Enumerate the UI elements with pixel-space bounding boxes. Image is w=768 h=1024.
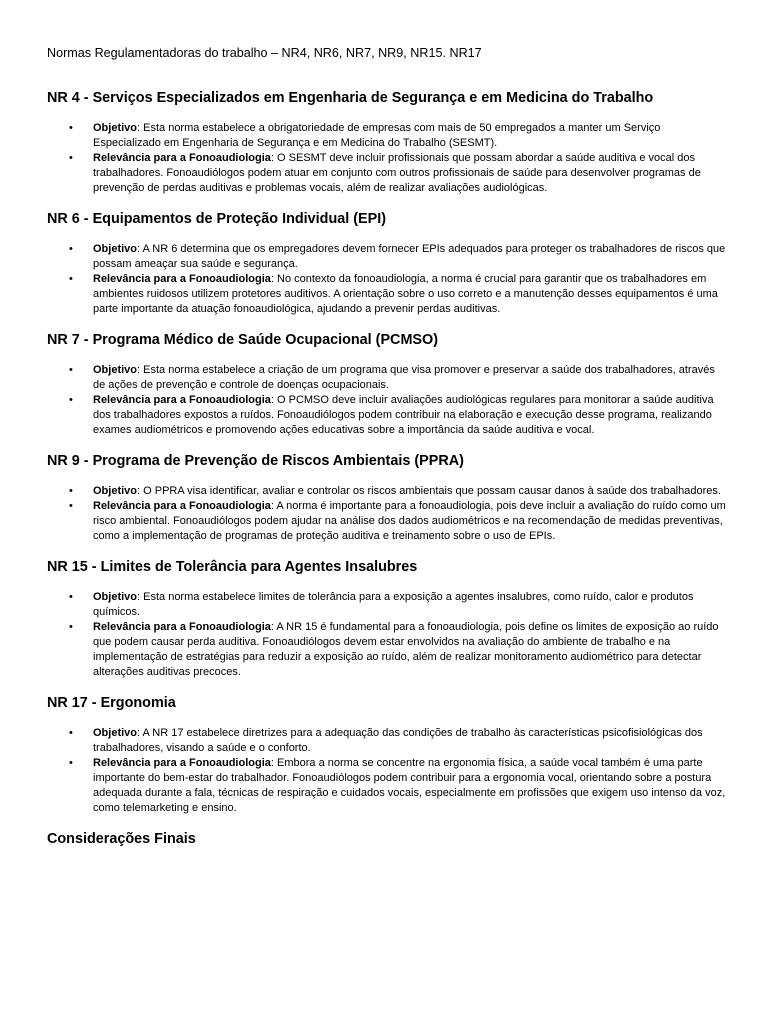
- bullet-dot-icon: •: [69, 500, 73, 512]
- bullet-list: [47, 590, 728, 680]
- bullet-label: Objetivo: [93, 727, 138, 739]
- bullet-list: [47, 363, 728, 438]
- bullet-text: : O PCMSO deve incluir avaliações audiológicas regulares para monitorar a saúde auditiva dos trabalhadores expostos a ruídos. Fonoaudiólogos podem contribuir na elaboração e execução desse programa, realizando exames audiométricos e promovendo ações educativas sobre a importância da saúde auditiva e vocal.: [93, 394, 714, 436]
- bullet-list: [47, 121, 728, 196]
- bullet-dot-icon: •: [69, 757, 73, 769]
- bullet-item: [47, 590, 728, 620]
- section: [47, 209, 728, 317]
- bullet-label: Relevância para a Fonoaudiologia: [93, 757, 271, 769]
- bullet-text: : Esta norma estabelece a criação de um programa que visa promover e preservar a saúde dos trabalhadores, através de ações de prevenção e controle de doenças ocupacionais.: [93, 364, 715, 391]
- bullet-dot-icon: •: [69, 122, 73, 134]
- section-heading: NR 9 - Programa de Prevenção de Riscos Ambientais (PPRA): [47, 453, 464, 469]
- bullet-item: [47, 151, 728, 196]
- section: [47, 829, 728, 849]
- bullet-text: : Embora a norma se concentre na ergonomia física, a saúde vocal também é uma parte importante do bem-estar do trabalhador. Fonoaudiólogos podem contribuir para a ergonomia vocal, orientando sobre a postura adequada durante a fala, técnicas de respiração e cuidados vocais, especialmente em profissões que exigem uso intenso da voz, como telemarketing e ensino.: [93, 757, 726, 814]
- bullet-dot-icon: •: [69, 591, 73, 603]
- bullet-dot-icon: •: [69, 485, 73, 497]
- bullet-dot-icon: •: [69, 152, 73, 164]
- section: [47, 451, 728, 544]
- bullet-text: : Esta norma estabelece limites de tolerância para a exposição a agentes insalubres, como ruído, calor e produtos químicos.: [93, 591, 694, 618]
- bullet-label: Objetivo: [93, 591, 138, 603]
- bullet-item: [47, 620, 728, 680]
- section-heading: NR 15 - Limites de Tolerância para Agentes Insalubres: [47, 559, 418, 575]
- bullet-item: [47, 393, 728, 438]
- section-heading: NR 7 - Programa Médico de Saúde Ocupacional (PCMSO): [47, 332, 439, 348]
- section-heading: NR 17 - Ergonomia: [47, 695, 176, 711]
- bullet-text: : Esta norma estabelece a obrigatoriedade de empresas com mais de 50 empregados a manter um Serviço Especializado em Engenharia de Segurança e em Medicina do Trabalho (SESMT).: [93, 122, 661, 149]
- bullet-text: : O PPRA visa identificar, avaliar e controlar os riscos ambientais que possam causar danos à saúde dos trabalhadores.: [137, 485, 721, 497]
- bullet-item: [47, 756, 728, 816]
- bullet-text: : A NR 15 é fundamental para a fonoaudiologia, pois define os limites de exposição ao ruído que podem causar perda auditiva. Fonoaudiólogos devem estar envolvidos na avaliação do ambiente de trabalho e na implementação de estratégias para reduzir a exposição ao ruído, além de realizar monitoramento audiométrico para detectar alterações auditivas precoces.: [93, 621, 719, 678]
- bullet-item: [47, 242, 728, 272]
- bullet-item: [47, 499, 728, 544]
- bullet-dot-icon: •: [69, 727, 73, 739]
- bullet-dot-icon: •: [69, 621, 73, 633]
- document-title: Normas Regulamentadoras do trabalho – NR4, NR6, NR7, NR9, NR15. NR17: [47, 46, 482, 60]
- bullet-list: [47, 484, 728, 544]
- bullet-list: [47, 242, 728, 317]
- bullet-item: [47, 121, 728, 151]
- bullet-label: Objetivo: [93, 485, 138, 497]
- bullet-label: Relevância para a Fonoaudiologia: [93, 152, 271, 164]
- bullet-list: [47, 726, 728, 816]
- section-heading: Considerações Finais: [47, 831, 196, 847]
- bullet-dot-icon: •: [69, 364, 73, 376]
- bullet-item: [47, 726, 728, 756]
- bullet-item: [47, 484, 728, 499]
- bullet-label: Objetivo: [93, 243, 138, 255]
- sections-container: [47, 88, 728, 849]
- bullet-label: Objetivo: [93, 122, 138, 134]
- bullet-label: Objetivo: [93, 364, 138, 376]
- section: [47, 557, 728, 680]
- bullet-item: [47, 272, 728, 317]
- bullet-text: : O SESMT deve incluir profissionais que possam abordar a saúde auditiva e vocal dos trabalhadores. Fonoaudiólogos podem atuar em conjunto com outros profissionais de saúde para desenvolver programas de prevenção de perdas auditivas e problemas vocais, além de realizar avaliações audiológicas.: [93, 152, 701, 194]
- bullet-text: : A NR 6 determina que os empregadores devem fornecer EPIs adequados para proteger os trabalhadores de riscos que possam ameaçar sua saúde e segurança.: [93, 243, 726, 270]
- bullet-label: Relevância para a Fonoaudiologia: [93, 394, 271, 406]
- bullet-text: : No contexto da fonoaudiologia, a norma é crucial para garantir que os trabalhadores em ambientes ruidosos utilizem protetores auditivos. A orientação sobre o uso correto e a manutenção desses equipamentos é uma parte importante da atuação fonoaudiológica, ajudando a prevenir perdas auditivas.: [93, 273, 718, 315]
- bullet-text: : A NR 17 estabelece diretrizes para a adequação das condições de trabalho às características psicofisiológicas dos trabalhadores, visando a saúde e o conforto.: [93, 727, 703, 754]
- bullet-label: Relevância para a Fonoaudiologia: [93, 621, 271, 633]
- section: [47, 88, 728, 196]
- section-heading: NR 6 - Equipamentos de Proteção Individual (EPI): [47, 211, 387, 227]
- section: [47, 330, 728, 438]
- bullet-dot-icon: •: [69, 273, 73, 285]
- bullet-text: : A norma é importante para a fonoaudiologia, pois deve incluir a avaliação do ruído como um risco ambiental. Fonoaudiólogos podem ajudar na análise dos dados audiométricos e na recomendação de medidas preventivas, como a implementação de programas de proteção auditiva e treinamento sobre o uso de EPIs.: [93, 500, 726, 542]
- bullet-label: Relevância para a Fonoaudiologia: [93, 500, 271, 512]
- section: [47, 693, 728, 816]
- bullet-dot-icon: •: [69, 243, 73, 255]
- bullet-item: [47, 363, 728, 393]
- section-heading: NR 4 - Serviços Especializados em Engenharia de Segurança e em Medicina do Trabalho: [47, 90, 654, 106]
- bullet-dot-icon: •: [69, 394, 73, 406]
- bullet-label: Relevância para a Fonoaudiologia: [93, 273, 271, 285]
